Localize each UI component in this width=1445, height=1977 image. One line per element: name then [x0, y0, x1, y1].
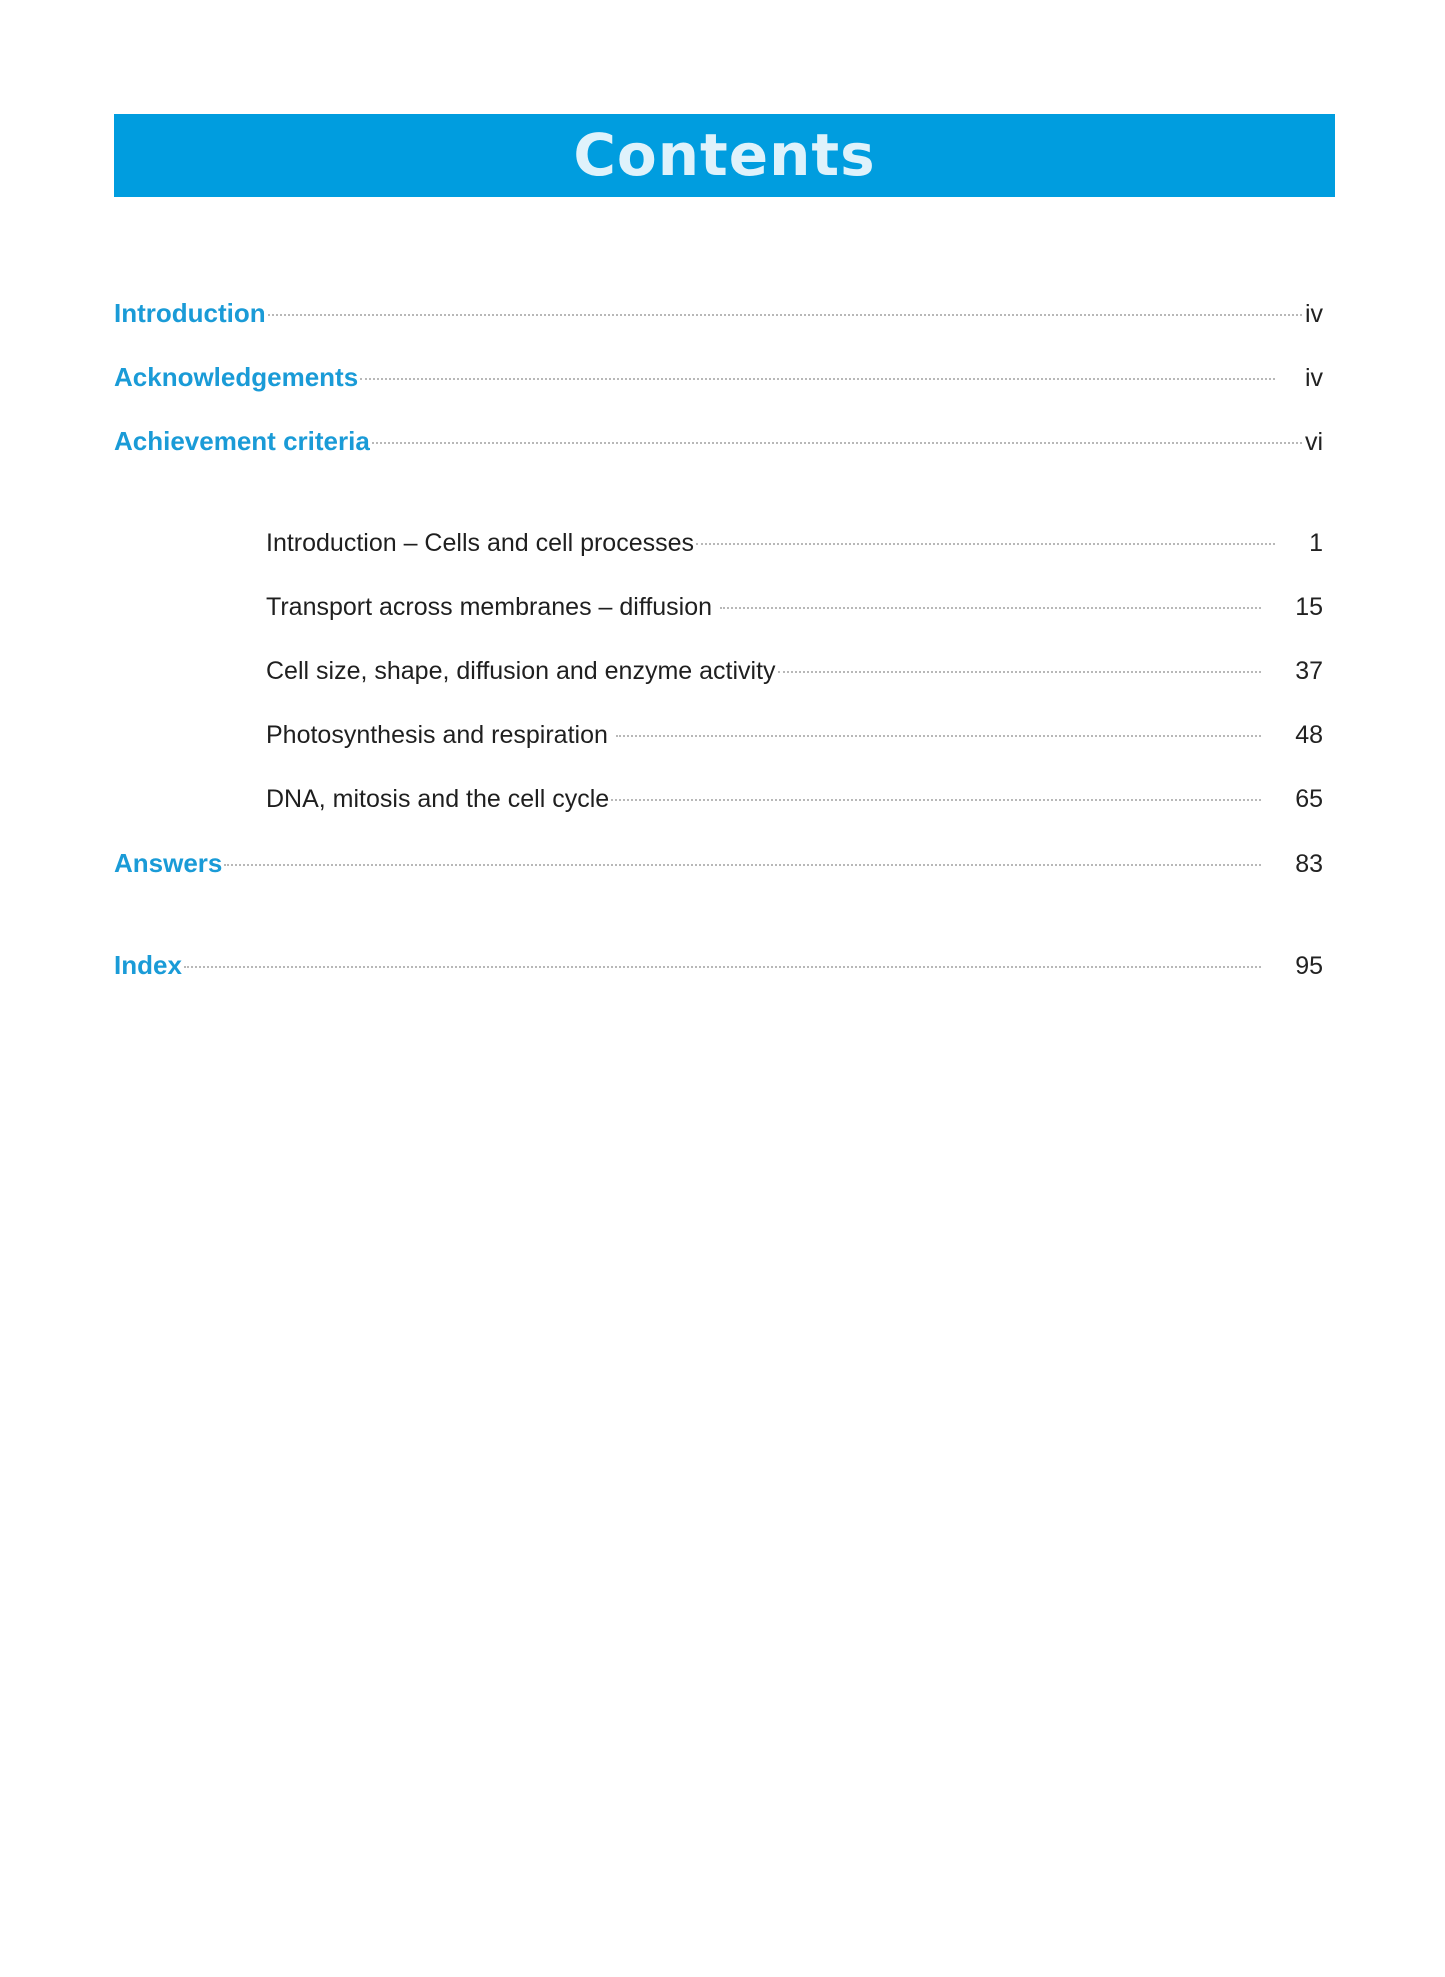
toc-entry-page: 48 [1295, 721, 1323, 749]
toc-entry-chapter-3[interactable] [266, 651, 1323, 691]
dot-leader [268, 314, 1302, 316]
dot-leader [616, 735, 1261, 737]
dot-leader [778, 671, 1262, 673]
dot-leader [611, 799, 1261, 801]
toc-entry-label: Introduction [114, 298, 266, 328]
toc-entry-page: 83 [1295, 850, 1323, 878]
dot-leader [696, 543, 1275, 545]
toc-entry-page: 15 [1295, 593, 1323, 621]
toc-entry-label: Achievement criteria [114, 426, 370, 456]
toc-entry-label: Transport across membranes – diffusion [266, 593, 713, 621]
toc-entry-label: Photosynthesis and respiration [266, 721, 608, 749]
contents-banner [114, 114, 1335, 197]
toc-entry-page: iv [1304, 300, 1323, 328]
toc-entry-answers[interactable] [114, 843, 1323, 883]
toc-entry-page: 1 [1309, 529, 1323, 557]
toc-entry-label: Cell size, shape, diffusion and enzyme activity [266, 657, 776, 685]
toc-entry-index[interactable] [114, 945, 1323, 985]
dot-leader [184, 966, 1261, 968]
toc-entry-label: Answers [114, 848, 223, 878]
toc-entry-chapter-4[interactable] [266, 715, 1323, 755]
toc-entry-label: Acknowledgements [114, 362, 359, 392]
toc-entry-label: Introduction – Cells and cell processes [266, 529, 695, 557]
toc-entry-achievement-criteria[interactable] [114, 421, 1323, 461]
page-title: Contents [573, 120, 876, 189]
toc-entry-page: 37 [1295, 657, 1323, 685]
toc-entry-page: 95 [1295, 952, 1323, 980]
toc-entry-page: vi [1304, 428, 1323, 456]
dot-leader [360, 378, 1275, 380]
toc-entry-chapter-1[interactable] [266, 523, 1323, 563]
toc-entry-page: iv [1304, 364, 1323, 392]
toc-entry-page: 65 [1295, 785, 1323, 813]
dot-leader [224, 864, 1261, 866]
dot-leader [720, 607, 1261, 609]
dot-leader [372, 442, 1302, 444]
toc-entry-acknowledgements[interactable] [114, 357, 1323, 397]
toc-entry-label: Index [114, 950, 182, 980]
toc-entry-introduction[interactable] [114, 293, 1323, 333]
toc-entry-chapter-5[interactable] [266, 779, 1323, 819]
toc-entry-label: DNA, mitosis and the cell cycle [266, 785, 610, 813]
toc-entry-chapter-2[interactable] [266, 587, 1323, 627]
